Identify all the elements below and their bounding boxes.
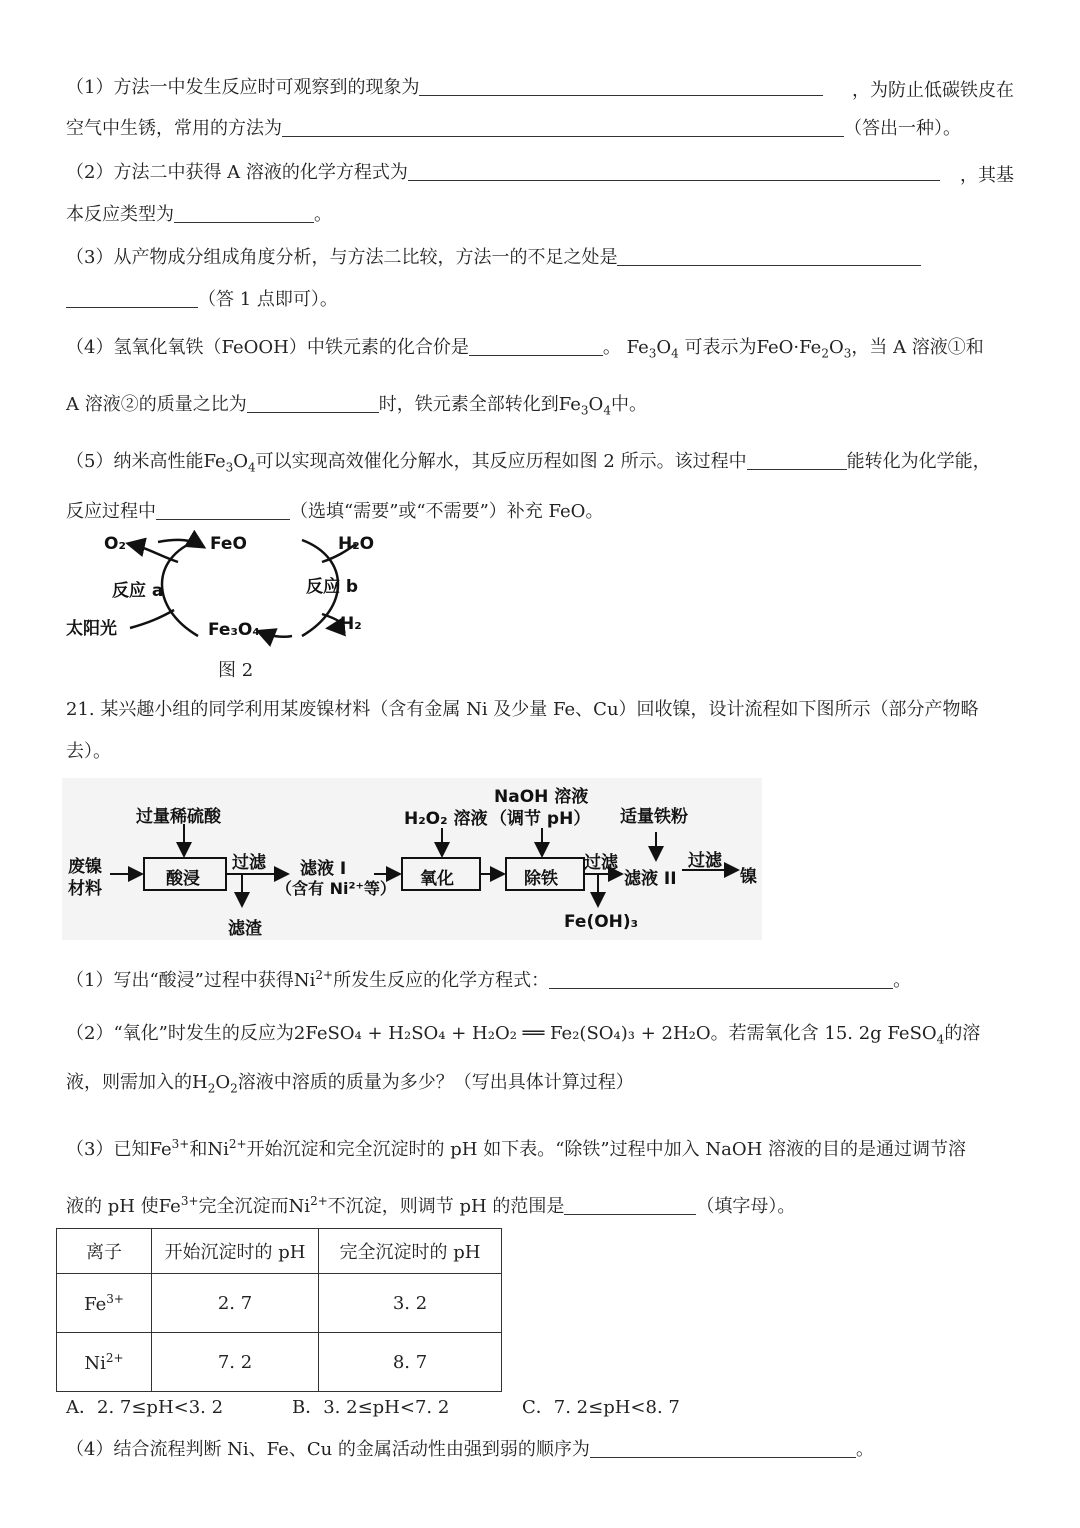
q20-p5-text-d: 反应过程中 (66, 501, 156, 522)
q20-p4-text-b: 。 (602, 337, 621, 358)
figure-2-cycle-diagram (60, 528, 390, 648)
flow-filter-2: 过滤 (584, 853, 618, 873)
q21-part2-line2 (66, 1071, 634, 1101)
q20-part4-line1 (66, 336, 984, 366)
q21-p3-text-c: 开始沉淀和完全沉淀时的 pH 如下表。“除铁”过程中加入 NaOH 溶液的目的是通过调节溶 (246, 1139, 966, 1160)
flow-filtrate-2: 滤液 II (624, 869, 677, 889)
flow-residue: 滤渣 (228, 919, 262, 939)
q20-p1-text-a: （1）方法一中发生反应时可观察到的现象为 (66, 77, 420, 98)
label-feo: FeO (210, 534, 247, 554)
flow-filtrate-1: 滤液 I (300, 859, 347, 879)
q21-p4-text-b: 。 (855, 1439, 874, 1460)
flow-iron-powder: 适量铁粉 (620, 807, 688, 827)
q20-part1-line2 (66, 117, 961, 141)
answer-blank[interactable] (469, 337, 603, 356)
label-reaction-a: 反应 a (112, 581, 164, 601)
formula-feo-fe2o3: $FeO\cdot Fe_2O_3$ (756, 337, 852, 361)
formula-fe3o4: $Fe_3O_4$ (558, 394, 611, 418)
q21-part2-line1 (66, 1022, 980, 1052)
answer-blank[interactable] (564, 1196, 696, 1215)
flow-h2o2: H₂O₂ 溶液 (404, 809, 488, 829)
q20-p4-text-g: 中。 (610, 394, 647, 415)
answer-blank[interactable] (156, 501, 290, 520)
q20-part1-line1 (66, 76, 823, 100)
q21-p2-text-e: 溶液中溶质的质量为多少？（写出具体计算过程） (237, 1072, 634, 1093)
q20-p4-text-e: A 溶液②的质量之比为 (66, 394, 247, 415)
q21-p1-text-c: 。 (893, 970, 912, 991)
table-header-row (57, 1229, 502, 1274)
q20-part4-line2 (66, 393, 647, 423)
table-cell-ion (57, 1333, 152, 1392)
table-cell: 3. 2 (319, 1274, 502, 1333)
answer-blank[interactable] (747, 451, 847, 470)
flow-remove-iron: 除铁 (524, 869, 558, 889)
q20-p2-text-a: （2）方法二中获得 A 溶液的化学方程式为 (66, 162, 408, 183)
answer-blank[interactable] (549, 970, 893, 989)
ion-symbol: Ni (84, 1352, 106, 1374)
table-row (57, 1274, 502, 1333)
q21-part4 (66, 1438, 874, 1462)
q20-part2-line1 (66, 161, 940, 185)
q20-p5-text-a: （5）纳米高性能 (66, 451, 204, 472)
q21-p1-text-a: （1）写出“酸浸”过程中获得 (66, 970, 294, 991)
label-h2: H₂ (340, 614, 362, 634)
q20-p3-text-a: （3）从产物成分组成角度分析，与方法二比较，方法一的不足之处是 (66, 247, 618, 268)
table-row (57, 1333, 502, 1392)
ph-table (56, 1228, 502, 1392)
equation-oxidation: 2FeSO₄ + H₂SO₄ + H₂O₂ ══ Fe₂(SO₄)₃ + 2H₂O (293, 1023, 711, 1044)
q21-p1-text-b: 所发生反应的化学方程式： (333, 970, 550, 991)
answer-blank[interactable] (617, 247, 921, 266)
q21-intro-line2: 去）。 (66, 741, 111, 762)
q20-p5-text-e: （选填“需要”或“不需要”）补充 FeO。 (290, 501, 604, 522)
option-a[interactable]: A．2. 7≤pH<3. 2 (66, 1397, 224, 1418)
flow-naoh: NaOH 溶液 (494, 787, 589, 807)
q20-part3-line1 (66, 246, 921, 270)
q21-process-flowchart (62, 778, 762, 940)
q20-p1-text-c: 空气中生锈，常用的方法为 (66, 118, 282, 139)
label-fe3o4: Fe₃O₄ (208, 620, 260, 640)
label-h2o: H₂O (338, 534, 375, 554)
q20-p5-text-b: 可以实现高效催化分解水，其反应历程如图 2 所示。该过程中 (255, 451, 747, 472)
flow-leach: 酸浸 (166, 869, 200, 889)
q20-p1-text-d: （答出一种）。 (844, 118, 961, 139)
q21-p2-text-c: 的溶 (944, 1023, 981, 1044)
answer-blank[interactable] (174, 204, 314, 223)
figure-2-caption: 图 2 (218, 660, 254, 681)
flow-acid: 过量稀硫酸 (136, 807, 221, 827)
flow-filter-3: 过滤 (688, 851, 722, 871)
label-sunlight: 太阳光 (66, 619, 117, 639)
flow-oxidize: 氧化 (420, 869, 454, 889)
table-cell-ion (57, 1274, 152, 1333)
answer-blank[interactable] (66, 289, 198, 308)
flow-contains-ni: （含有 Ni²⁺等） (276, 879, 396, 898)
ion-fe3: $Fe^{3+}$ (149, 1137, 190, 1160)
flow-waste: 废镍 (68, 857, 102, 877)
q20-p1-text-b: ，为防止低碳铁皮在 (852, 80, 1014, 101)
flow-adjust-ph: （调节 pH） (490, 809, 591, 829)
answer-blank[interactable] (247, 394, 379, 413)
q21-p2-text-b: 。若需氧化含 15. 2g (710, 1023, 882, 1044)
q21-p2-text-a: （2）“氧化”时发生的反应为 (66, 1023, 294, 1044)
q21-part1 (66, 963, 911, 993)
ion-symbol: Fe (84, 1293, 107, 1315)
answer-blank[interactable] (590, 1439, 856, 1458)
option-c[interactable]: C．7. 2≤pH<8. 7 (522, 1397, 680, 1418)
q20-p4-text-c: 可表示为 (684, 337, 757, 358)
formula-fe3o4: $Fe_3O_4$ (626, 337, 679, 361)
q21-p4-text-a: （4）结合流程判断 Ni、Fe、Cu 的金属活动性由强到弱的顺序为 (66, 1439, 590, 1460)
q21-p3-text-a: （3）已知 (66, 1139, 150, 1160)
table-cell: 2. 7 (152, 1274, 319, 1333)
ion-charge: 2+ (105, 1350, 124, 1365)
ion-charge: 3+ (106, 1291, 124, 1306)
table-header: 开始沉淀时的 pH (152, 1229, 319, 1274)
table-cell: 7. 2 (152, 1333, 319, 1392)
q20-part3-line2 (66, 288, 338, 312)
q21-p3-text-d: 液的 pH 使 (66, 1196, 159, 1217)
q20-part5-line2 (66, 500, 603, 524)
table-cell: 8. 7 (319, 1333, 502, 1392)
q20-p4-text-a: （4）氢氧化氧铁（FeOOH）中铁元素的化合价是 (66, 337, 469, 358)
table-header: 离子 (57, 1229, 152, 1274)
flow-filter-1: 过滤 (232, 853, 266, 873)
q20-part5-line1 (66, 450, 991, 480)
ion-ni2: $Ni^{2+}$ (207, 1137, 247, 1160)
table-header: 完全沉淀时的 pH (319, 1229, 502, 1274)
ion-fe3: $Fe^{3+}$ (158, 1194, 199, 1217)
q21-part3-line2 (66, 1189, 795, 1219)
label-o2: O₂ (104, 534, 126, 554)
option-b[interactable]: B．3. 2≤pH<7. 2 (292, 1397, 450, 1418)
q20-p5-text-c: 能转化为化学能， (846, 451, 991, 472)
formula-h2o2: $H_2O_2$ (192, 1072, 238, 1096)
q20-p4-text-f: 时，铁元素全部转化到 (378, 394, 559, 415)
q21-p3-text-g: （填字母）。 (696, 1196, 796, 1217)
q20-p4-text-d: ，当 A 溶液①和 (851, 337, 984, 358)
flow-material: 材料 (68, 879, 102, 899)
q20-p3-text-c: （答 1 点即可）。 (198, 289, 338, 310)
q20-p2-text-d: 。 (314, 204, 332, 225)
q20-p2-text-c: 本反应类型为 (66, 204, 174, 225)
q20-part2-line2 (66, 203, 332, 227)
ion-ni2: $Ni^{2+}$ (288, 1194, 328, 1217)
q21-p3-text-f: 不沉淀，则调节 pH 的范围是 (327, 1196, 565, 1217)
flow-nickel: 镍 (740, 867, 757, 887)
q21-part3-line1 (66, 1132, 966, 1162)
q21-p2-text-d: 液，则需加入的 (66, 1072, 192, 1093)
formula-fe3o4: $Fe_3O_4$ (203, 451, 256, 475)
q20-p2-text-b: ，其基 (960, 165, 1014, 186)
q21-intro-line1: 21. 某兴趣小组的同学利用某废镍材料（含有金属 Ni 及少量 Fe、Cu）回收镍，设计流程如下图所示（部分产物略 (66, 699, 979, 720)
flow-feoh3: Fe(OH)₃ (564, 912, 639, 932)
answer-blank[interactable] (282, 118, 844, 137)
ion-ni2: $Ni^{2+}$ (293, 968, 334, 991)
formula-feso4: FeSO$_4$ (887, 1023, 945, 1047)
q21-p3-text-e: 完全沉淀而 (198, 1196, 289, 1217)
answer-blank[interactable] (408, 162, 940, 181)
label-reaction-b: 反应 b (306, 577, 359, 597)
answer-blank[interactable] (419, 77, 823, 96)
q21-p3-text-b: 和 (189, 1139, 208, 1160)
